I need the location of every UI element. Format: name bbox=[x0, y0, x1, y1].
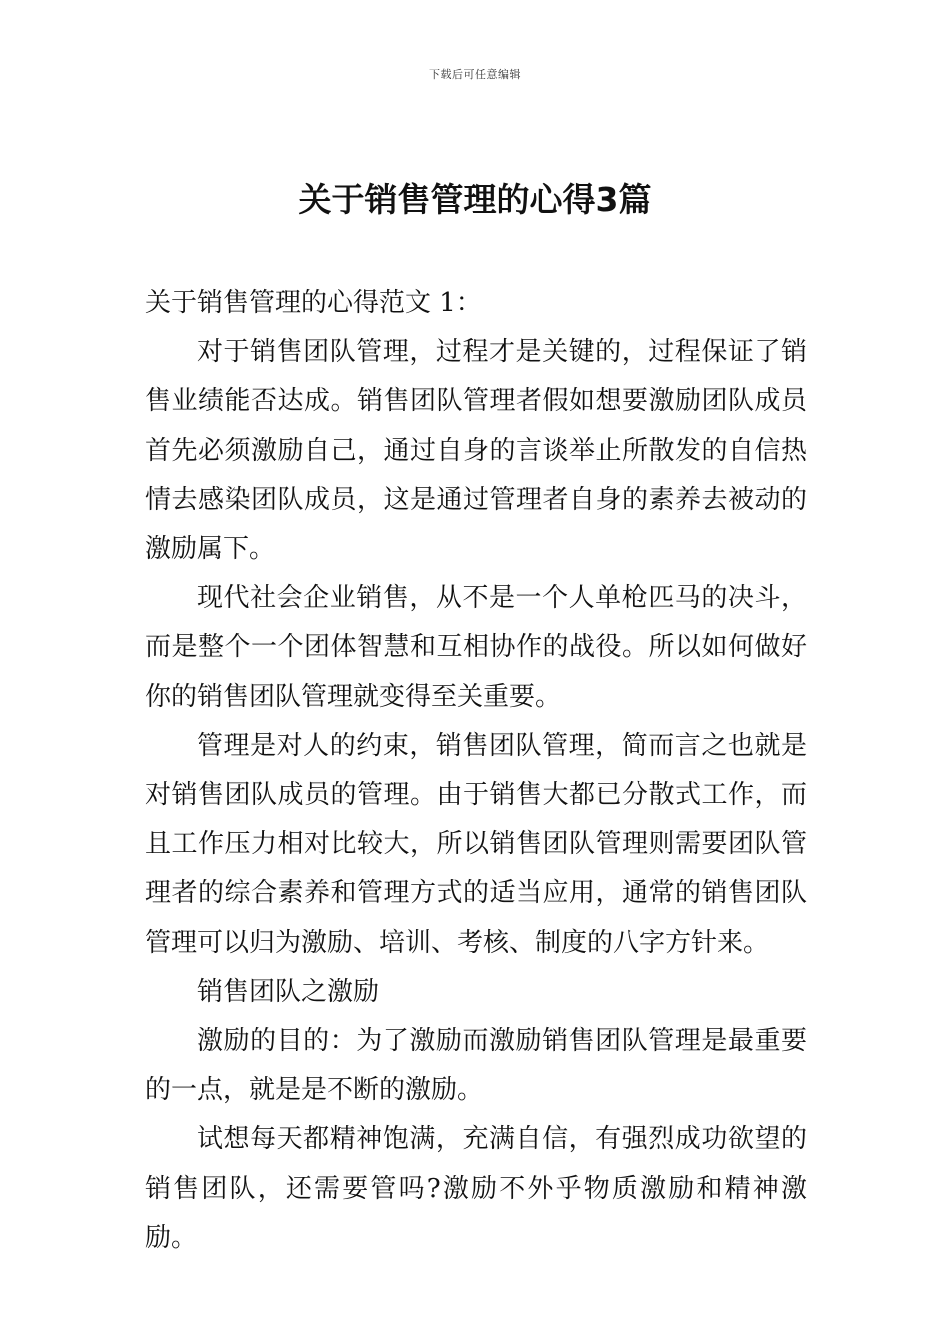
paragraph: 激励的目的：为了激励而激励销售团队管理是最重要的一点，就是是不断的激励。 bbox=[145, 1026, 807, 1106]
header-note: 下载后可任意编辑 bbox=[429, 68, 521, 81]
paragraph: 试想每天都精神饱满，充满自信，有强烈成功欲望的销售团队，还需要管吗?激励不外乎物质激励和精神激励。 bbox=[145, 1124, 807, 1253]
section-heading: 关于销售管理的心得范文 1： bbox=[145, 288, 482, 318]
paragraph: 对于销售团队管理，过程才是关键的，过程保证了销售业绩能否达成。销售团队管理者假如想要激励团队成员首先必须激励自己，通过自身的言谈举止所散发的自信热情去感染团队成员，这是通过管理者自身的素养去被动的激励属下。 bbox=[145, 337, 807, 565]
document-body bbox=[145, 279, 807, 1263]
paragraph: 管理是对人的约束，销售团队管理，简而言之也就是对销售团队成员的管理。由于销售大都已分散式工作，而且工作压力相对比较大，所以销售团队管理则需要团队管理者的综合素养和管理方式的适当应用，通常的销售团队管理可以归为激励、培训、考核、制度的八字方针来。 bbox=[145, 730, 807, 958]
subheading: 销售团队之激励 bbox=[197, 976, 380, 1007]
document-title: 关于销售管理的心得3篇 bbox=[298, 180, 652, 219]
paragraph: 现代社会企业销售，从不是一个人单枪匹马的决斗，而是整个一个团体智慧和互相协作的战役。所以如何做好你的销售团队管理就变得至关重要。 bbox=[145, 583, 807, 712]
